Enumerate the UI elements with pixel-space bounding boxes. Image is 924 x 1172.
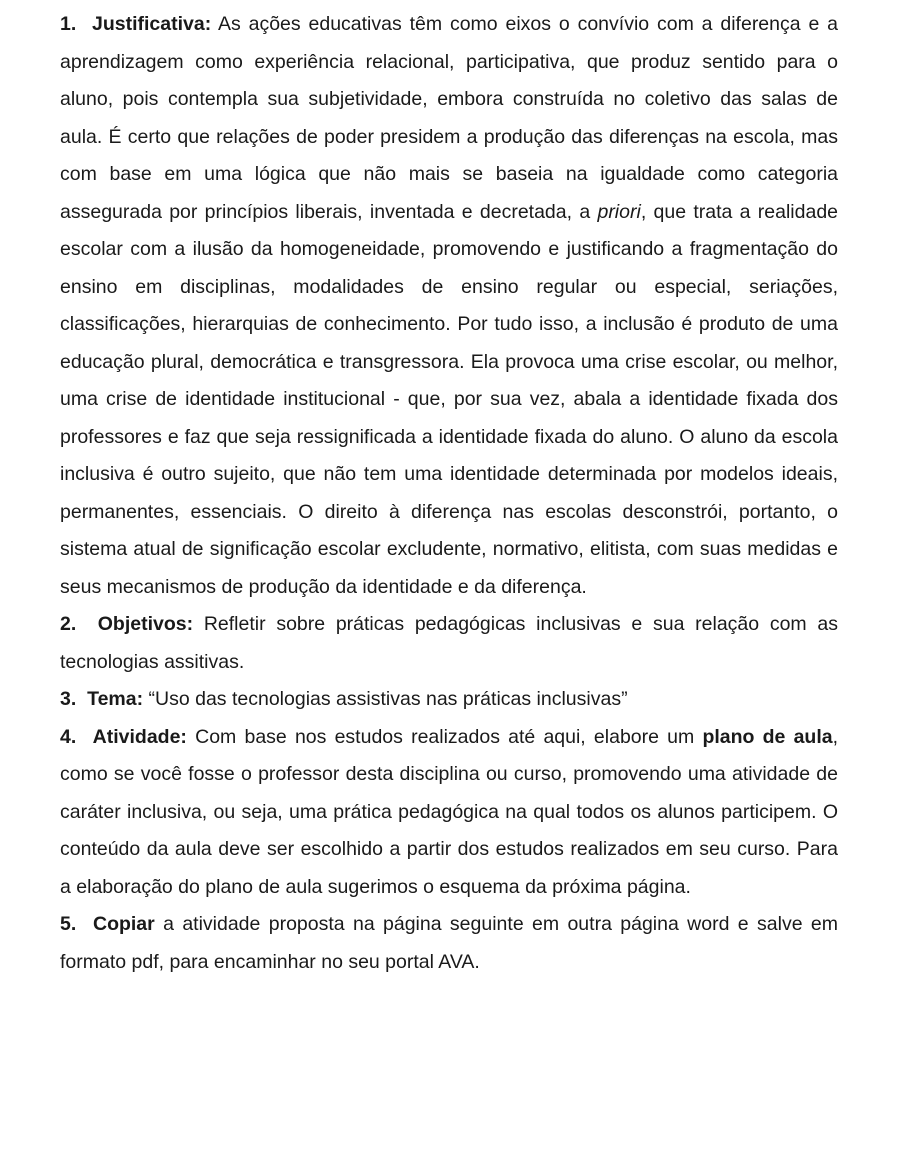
item-copiar: [60, 906, 838, 981]
item-label: Tema:: [87, 688, 144, 710]
item-text-continued: , como se você fosse o professor desta disciplina ou curso, promovendo uma atividade de caráter inclusiva, ou seja, uma prática pedagógica na qual todos os alunos participem. O conteúdo da aula deve ser escolhido a partir dos estudos realizados em seu curso. Para a elaboração do plano de aula sugerimos o esquema da próxima página.: [60, 725, 839, 898]
item-label: Copiar: [92, 913, 155, 935]
item-tema: [60, 681, 838, 719]
item-label: Objetivos:: [97, 613, 194, 635]
item-text: As ações educativas têm como eixos o convívio com a diferença e a aprendizagem como experiência relacional, participativa, que produz sentido para o aluno, pois contempla sua subjetividade, embora construída no coletivo das salas de aula. É certo que relações de poder presidem a produção das diferenças na escola, mas com base em uma lógica que não mais se baseia na igualdade como categoria assegurada por princípios liberais, inventada e decretada, a: [60, 13, 839, 223]
item-number: 2.: [60, 613, 77, 635]
item-text: a atividade proposta na página seguinte em outra página word e salve em formato pdf, para encaminhar no seu portal AVA.: [60, 913, 838, 973]
item-text: “Uso das tecnologias assistivas nas práticas inclusivas”: [148, 688, 628, 710]
item-text-continued: , que trata a realidade escolar com a ilusão da homogeneidade, promovendo e justificando a fragmentação do ensino em disciplinas, modalidades de ensino regular ou especial, seriações, classificações, hierarquias de conhecimento. Por tudo isso, a inclusão é produto de uma educação plural, democrática e transgressora. Ela provoca uma crise escolar, ou melhor, uma crise de identidade institucional - que, por sua vez, abala a identidade fixada dos professores e faz que seja ressignificada a identidade fixada do aluno. O aluno da escola inclusiva é outro sujeito, que não tem uma identidade determinada por modelos ideais, permanentes, essenciais. O direito à diferença nas escolas desconstrói, portanto, o sistema atual de significação escolar excludente, normativo, elitista, com suas medidas e seus mecanismos de produção da identidade e da diferença.: [60, 200, 839, 598]
item-text: Com base nos estudos realizados até aqui, elabore um: [195, 725, 695, 748]
item-number: 3.: [60, 688, 77, 710]
item-label: Atividade:: [92, 725, 187, 748]
item-bold-text: plano de aula: [702, 725, 833, 748]
item-number: 4.: [60, 725, 77, 748]
item-italic-text: priori: [597, 200, 641, 223]
item-number: 1.: [60, 13, 77, 35]
document-page: [60, 6, 838, 981]
item-objetivos: [60, 606, 838, 681]
item-atividade: [60, 719, 838, 907]
item-justificativa: [60, 6, 838, 606]
item-text: Refletir sobre práticas pedagógicas inclusivas e sua relação com as tecnologias assitivas.: [60, 613, 838, 673]
item-label: Justificativa:: [91, 13, 212, 35]
item-number: 5.: [60, 913, 77, 935]
